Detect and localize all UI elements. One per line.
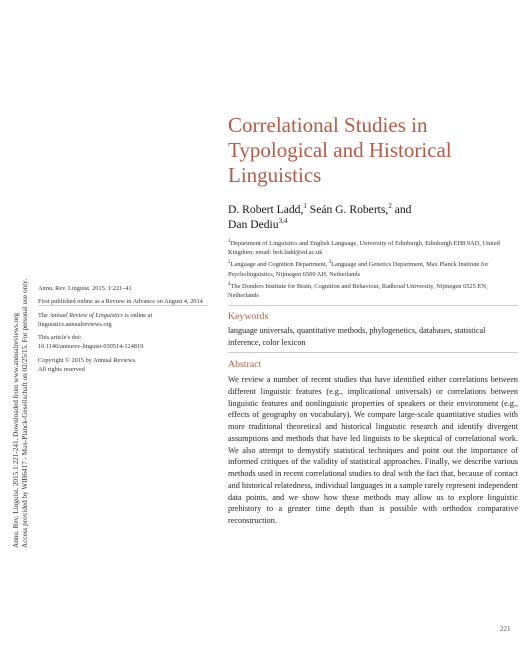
- download-notice-line-2: Access provided by WIB6417 - Max-Planck-Gesellschaft on 02/25/15. For personal use only.: [21, 278, 29, 548]
- affiliation-1-number: 1: [228, 239, 231, 244]
- author-dediu-affil: 3,4: [278, 217, 288, 225]
- affiliation-4-number: 4: [228, 281, 231, 287]
- article-title: Correlational Studies in Typological and Historical Linguistics: [228, 113, 452, 187]
- author-roberts-affil: 2: [388, 202, 392, 210]
- doi-block: [38, 333, 208, 352]
- abstract-divider: [228, 352, 518, 353]
- affiliation-1: [228, 239, 513, 257]
- copyright-block: [38, 356, 208, 375]
- journal-url: is online at linguistics.annualreviews.org: [38, 311, 153, 328]
- keywords-text: language universals, quantitative methods, phylogenetics, databases, statistical inference, color lexicon: [228, 326, 486, 347]
- affiliation-2-number: 2: [228, 260, 231, 266]
- journal-online: [38, 311, 208, 330]
- author-ladd: D. Robert Ladd,: [228, 203, 304, 216]
- copyright: Copyright © 2015 by Annual Reviews.: [38, 356, 137, 364]
- right-divider: [228, 305, 518, 306]
- download-notice: [12, 178, 30, 548]
- author-dediu: Dan Dediu: [228, 218, 279, 231]
- affiliation-4: [228, 282, 513, 300]
- journal-name: Annual Review of Linguistics: [49, 311, 124, 319]
- doi-label: This article's doi:: [38, 334, 82, 342]
- affiliation-1-text: Department of Linguistics and English Language, University of Edinburgh, Edinburgh EH8 9AD, United Kingdom; email: bob.ladd@ed.ac.uk: [228, 240, 500, 257]
- first-published: First published online as a Review in Advance on August 4, 2014: [38, 298, 203, 306]
- author-and: and: [391, 203, 412, 216]
- affiliation-3-text: Language and Genetics Department, Max Planck Institute for Psycholinguistics, Nijmegen 6500 AH, Netherlands: [228, 261, 489, 278]
- affiliations: [228, 239, 513, 303]
- author-roberts: Seán G. Roberts,: [306, 203, 389, 216]
- page-number: 221: [500, 625, 511, 633]
- abstract-heading: Abstract: [228, 359, 262, 370]
- download-notice-sidebar: [4, 184, 32, 554]
- publication-metadata: [38, 284, 208, 378]
- rights: All rights reserved: [38, 366, 85, 374]
- keywords-heading: Keywords: [228, 311, 269, 322]
- citation: Annu. Rev. Linguist. 2015. 1:221–41: [38, 285, 132, 292]
- download-notice-line-1: Annu. Rev. Linguist. 2015.1:221-241. Downloaded from www.annualreviews.org: [12, 312, 20, 548]
- affiliation-2-text: Language and Cognition Department,: [230, 261, 328, 269]
- affiliation-4-text: The Donders Institute for Brain, Cognition and Behaviour, Radboud University, Nijmegen 6525 EN, Netherlands: [228, 282, 488, 300]
- abstract-text: We review a number of recent studies that have identified either correlations between different linguistic features (e.g., implicational universals) or correlations between linguistic features and nonlinguistic properties of speakers or their environment (e.g., effects of geography on vocabulary). We compare large-scale quantitative studies with more traditional theoretical and historical linguistic research and identify divergent assumptions and methods that have led linguists to be skeptical of correlational work. We also attempt to demystify statistical techniques and point out the importance of informed critiques of the validity of statistical approaches. Finally, we describe various methods used in recent correlational studies to deal with the fact that, because of contact and historical relatedness, individual languages in a sample rarely represent independent data points, and we show how these methods may allow us to explore linguistic prehistory to a greater time depth than is possible with orthodox comparative reconstruction.: [228, 375, 518, 525]
- doi: 10.1146/annurev-linguist-030514-124819: [38, 343, 144, 351]
- affiliation-3-number: 3: [328, 260, 332, 266]
- journal-pre: The: [38, 311, 50, 319]
- author-list: [228, 202, 508, 232]
- author-ladd-affil: 1: [303, 202, 307, 210]
- affiliation-2: [228, 260, 513, 278]
